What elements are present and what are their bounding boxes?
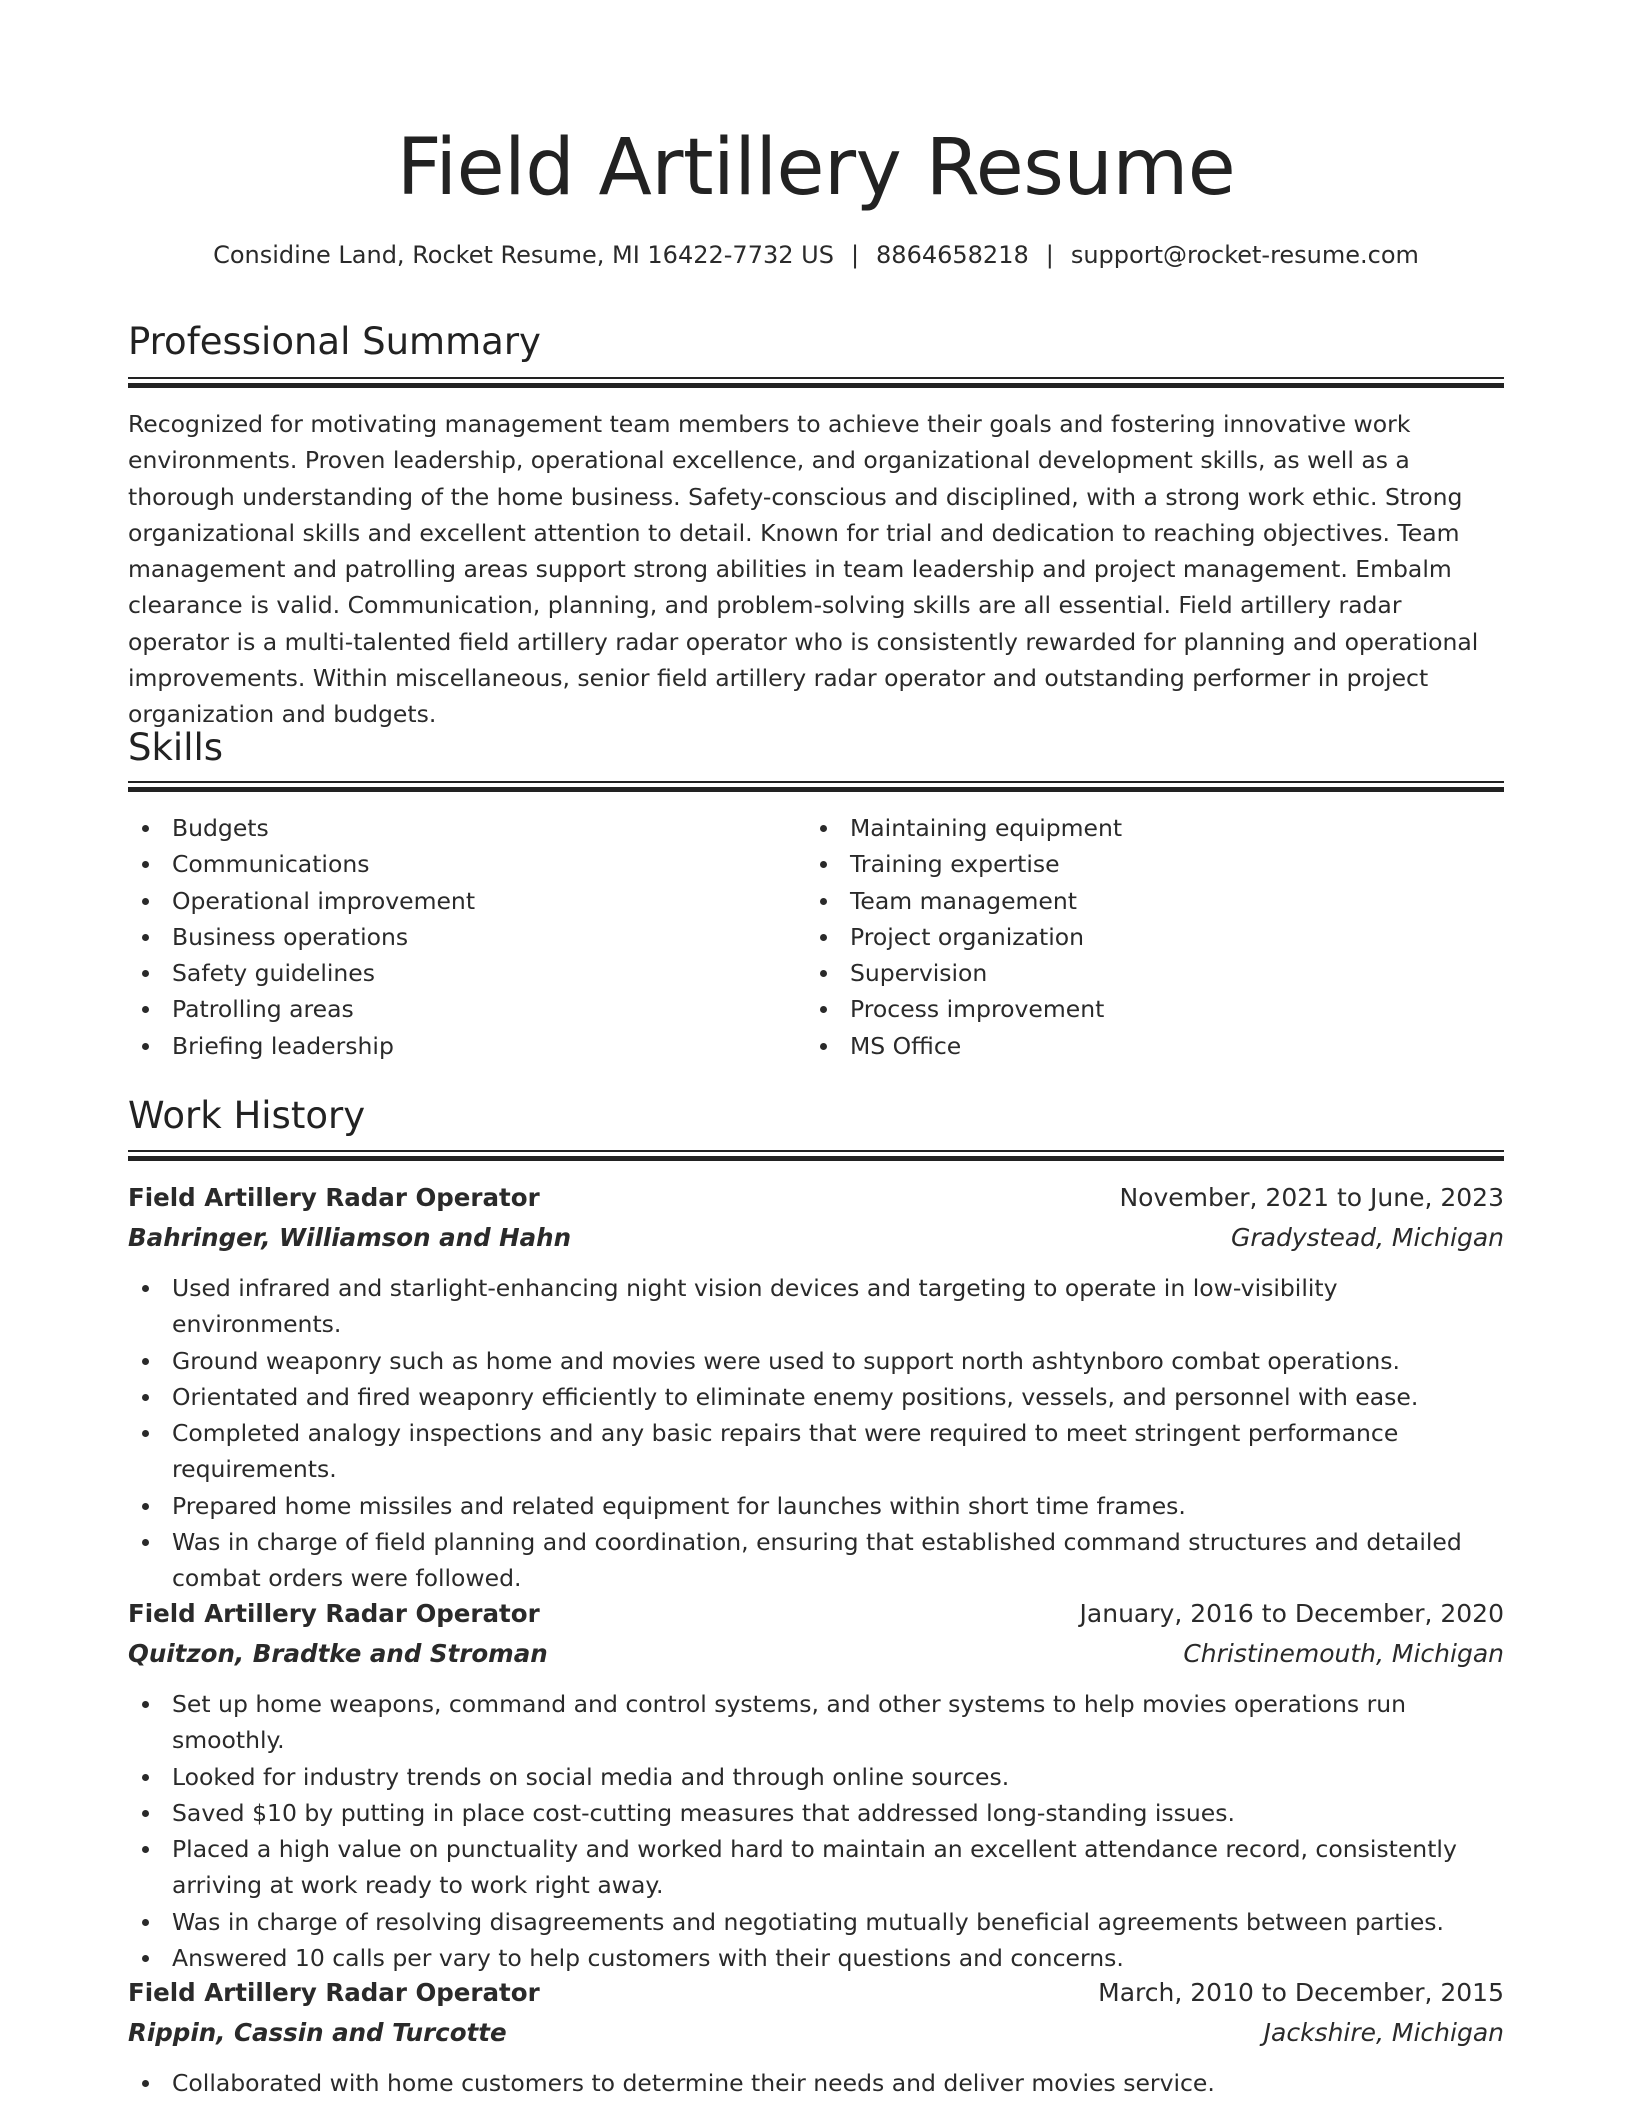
- job-dates: January, 2016 to December, 2020: [1079, 1599, 1504, 1628]
- job-bullet: Orientated and fired weaponry efficiently to eliminate enemy positions, vessels, and personnel with ease.: [128, 1379, 1504, 1415]
- skill-item: Team management: [806, 883, 1486, 919]
- job-header-row: [128, 1594, 1504, 1634]
- job-location: Jackshire, Michigan: [1263, 2018, 1504, 2047]
- skills-divider: [128, 781, 1504, 792]
- skill-item: Patrolling areas: [128, 991, 808, 1027]
- job-bullets: [128, 1270, 1504, 1597]
- skill-item: Project organization: [806, 919, 1486, 955]
- contact-separator: |: [1045, 241, 1054, 269]
- skill-item: Operational improvement: [128, 883, 808, 919]
- job-company: Bahringer, Williamson and Hahn: [128, 1223, 572, 1252]
- job-location: Christinemouth, Michigan: [1183, 1639, 1504, 1668]
- job-dates: March, 2010 to December, 2015: [1098, 1978, 1504, 2007]
- skills-list-left: [128, 810, 808, 1064]
- contact-line: [128, 238, 1504, 272]
- job-bullet: Was in charge of field planning and coordination, ensuring that established command structures and detailed combat orders were followed.: [128, 1524, 1504, 1597]
- job-bullet: Answered 10 calls per vary to help customers with their questions and concerns.: [128, 1940, 1504, 1976]
- job-subheader-row: [128, 1634, 1504, 1674]
- skills-list-right: [806, 810, 1486, 1064]
- job-entry: [128, 1594, 1504, 1976]
- job-location: Gradystead, Michigan: [1230, 1223, 1504, 1252]
- contact-email: support@rocket-resume.com: [1070, 241, 1419, 269]
- job-bullet: Ground weaponry such as home and movies were used to support north ashtynboro combat operations.: [128, 1343, 1504, 1379]
- contact-separator: |: [850, 241, 860, 269]
- skill-item: Business operations: [128, 919, 808, 955]
- job-header-row: [128, 1973, 1504, 2013]
- summary-heading: Professional Summary: [128, 320, 541, 363]
- job-bullet: Used infrared and starlight-enhancing night vision devices and targeting to operate in low-visibility environments.: [128, 1270, 1504, 1343]
- work-section-header: [128, 1091, 1504, 1141]
- summary-divider: [128, 377, 1504, 388]
- job-title: Field Artillery Radar Operator: [128, 1183, 540, 1212]
- skill-item: Budgets: [128, 810, 808, 846]
- work-divider: [128, 1150, 1504, 1161]
- job-bullet: Placed a high value on punctuality and worked hard to maintain an excellent attendance record, consistently arriving at work ready to work right away.: [128, 1831, 1504, 1904]
- skill-item: Process improvement: [806, 991, 1486, 1027]
- job-bullet: Prepared home missiles and related equipment for launches within short time frames.: [128, 1488, 1504, 1524]
- contact-phone: 8864658218: [876, 241, 1029, 269]
- job-subheader-row: [128, 2013, 1504, 2053]
- job-bullet: Was in charge of resolving disagreements and negotiating mutually beneficial agreements between parties.: [128, 1904, 1504, 1940]
- skill-item: Safety guidelines: [128, 955, 808, 991]
- skill-item: Communications: [128, 846, 808, 882]
- skill-item: Training expertise: [806, 846, 1486, 882]
- contact-address: Considine Land, Rocket Resume, MI 16422-7732 US: [213, 241, 834, 269]
- job-entry: [128, 1178, 1504, 1597]
- job-bullet: Saved $10 by putting in place cost-cutting measures that addressed long-standing issues.: [128, 1795, 1504, 1831]
- summary-text: Recognized for motivating management team members to achieve their goals and fostering innovative work environments. Proven leadership, operational excellence, and organizational development skills, as well as a thorough understanding of the home business. Safety-conscious and disciplined, with a strong work ethic. Strong organizational skills and excellent attention to detail. Known for trial and dedication to reaching objectives. Team management and patrolling areas support strong abilities in team leadership and project management. Embalm clearance is valid. Communication, planning, and problem-solving skills are all essential. Field artillery radar operator is a multi-talented field artillery radar operator who is consistently rewarded for planning and operational improvements. Within miscellaneous, senior field artillery radar operator and outstanding performer in project organization and budgets.: [128, 410, 1479, 729]
- skill-item: Briefing leadership: [128, 1028, 808, 1064]
- resume-title: Field Artillery Resume: [396, 123, 1236, 213]
- job-dates: November, 2021 to June, 2023: [1119, 1183, 1504, 1212]
- skill-item: Maintaining equipment: [806, 810, 1486, 846]
- job-bullet: Completed analogy inspections and any basic repairs that were required to meet stringent performance requirements.: [128, 1415, 1504, 1488]
- job-bullets: [128, 1686, 1504, 1976]
- job-bullet: Looked for industry trends on social media and through online sources.: [128, 1759, 1504, 1795]
- job-title: Field Artillery Radar Operator: [128, 1978, 540, 2007]
- job-bullets: [128, 2065, 1504, 2101]
- skill-item: MS Office: [806, 1028, 1486, 1064]
- skills-heading: Skills: [128, 726, 224, 769]
- job-entry: [128, 1973, 1504, 2101]
- job-bullet: Set up home weapons, command and control systems, and other systems to help movies operations run smoothly.: [128, 1686, 1504, 1759]
- summary-section-header: [128, 317, 1504, 367]
- job-bullet: Collaborated with home customers to determine their needs and deliver movies service.: [128, 2065, 1504, 2101]
- job-company: Quitzon, Bradtke and Stroman: [128, 1639, 548, 1668]
- job-title: Field Artillery Radar Operator: [128, 1599, 540, 1628]
- skill-item: Supervision: [806, 955, 1486, 991]
- job-subheader-row: [128, 1218, 1504, 1258]
- job-company: Rippin, Cassin and Turcotte: [128, 2018, 507, 2047]
- work-heading: Work History: [128, 1094, 366, 1137]
- skills-section-header: [128, 723, 1504, 773]
- job-header-row: [128, 1178, 1504, 1218]
